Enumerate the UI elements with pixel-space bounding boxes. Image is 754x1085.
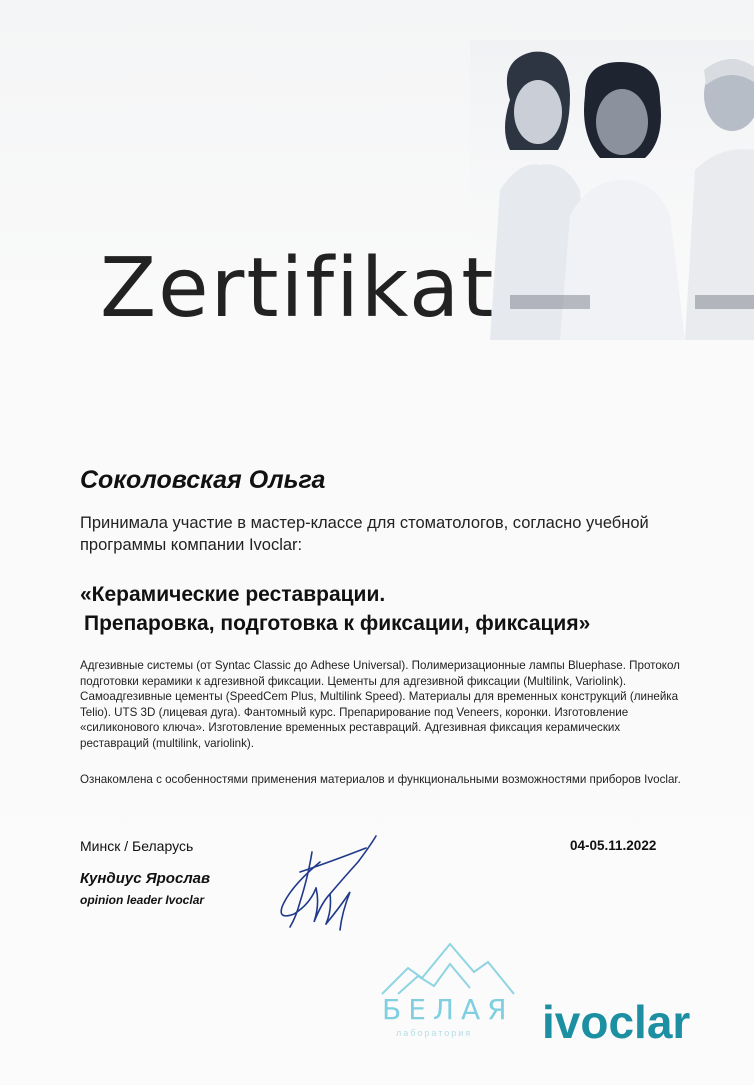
event-date: 04-05.11.2022 — [570, 838, 657, 853]
location: Минск / Беларусь — [80, 838, 194, 854]
belaya-subtitle: лаборатория — [396, 1028, 473, 1038]
handwritten-signature — [270, 832, 400, 942]
belaya-logo — [378, 938, 518, 1048]
ivoclar-logo: ivoclar — [542, 996, 691, 1048]
signer-name: Кундиус Ярослав — [80, 870, 211, 887]
people-photo — [470, 40, 754, 340]
signer-role: opinion leader Ivoclar — [80, 893, 205, 907]
course-title — [80, 580, 700, 638]
belaya-wordmark: БЕЛАЯ — [382, 993, 514, 1026]
course-title-line2: Препаровка, подготовка к фиксации, фиксация» — [84, 612, 591, 635]
intro-text: Принимала участие в мастер-классе для стоматологов, согласно учебной программы компании Ivoclar: — [80, 514, 649, 554]
course-description: Адгезивные системы (от Syntac Classic до Adhese Universal). Полимеризационные лампы Bluephase. Протокол подготовки керамики к адгезивной фиксации. Цементы для адгезивной фиксации (Multilink, Variolink). Самоадгезивные цементы (SpeedCem Plus, Multilink Speed). Материалы для временных конструкций (линейка Telio). UTS 3D (лицевая дуга). Фантомный курс. Препарирование под Veneers, коронки. Изготовление «силиконового ключа». Изготовление временных реставраций. Адгезивная фиксация керамических реставраций (multilink, variolink). — [80, 659, 680, 750]
certificate-title: Zertifikat — [100, 241, 496, 336]
course-title-line1: «Керамические реставрации. — [80, 583, 386, 606]
recipient-name: Соколовская Ольга — [80, 466, 326, 494]
acknowledgement-text: Ознакомлена с особенностями применения материалов и функциональными возможностями приборов Ivoclar. — [80, 773, 681, 786]
